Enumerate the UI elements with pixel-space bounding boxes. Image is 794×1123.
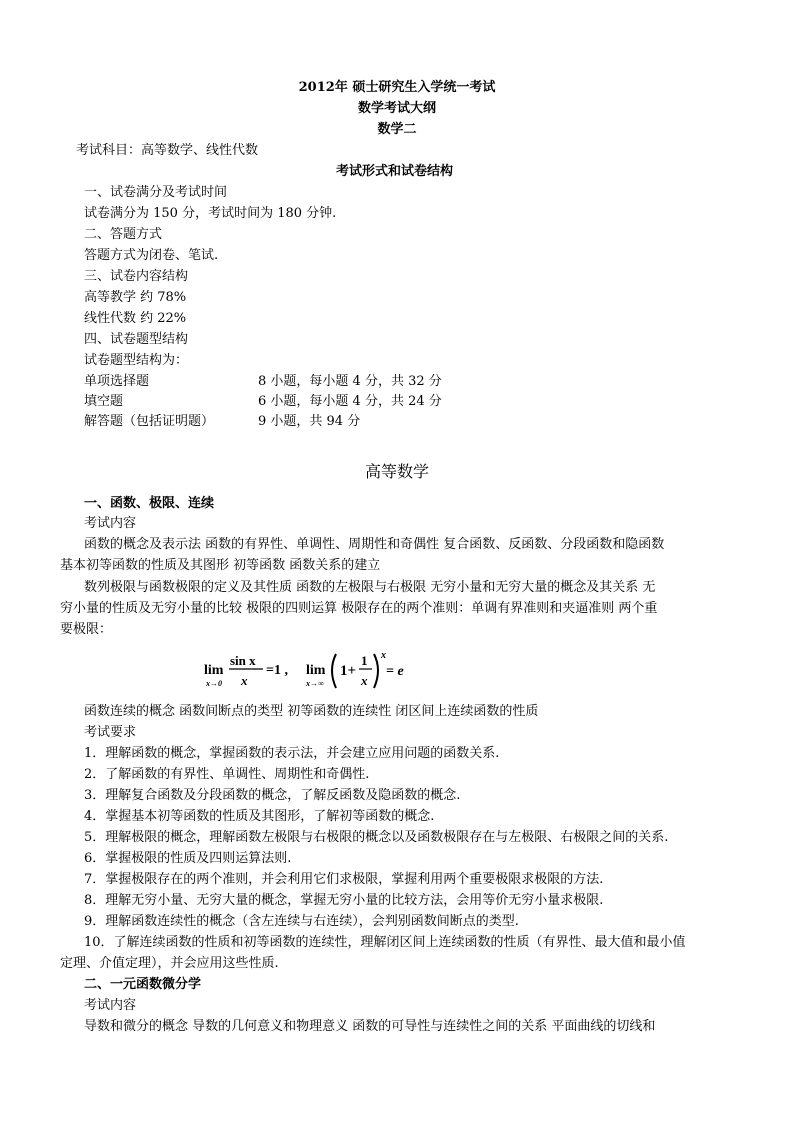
content-paragraph: 导数和微分的概念 导数的几何意义和物理意义 函数的可导性与连续性之间的关系 平面曲线的切线和 [84,1019,656,1034]
content-paragraph: 函数的概念及表示法 函数的有界性、单调性、周期性和奇偶性 复合函数、反函数、分段函数和隐函数 [84,537,665,552]
doc-title-math-two: 数学二 [377,122,417,137]
eq-2: = e [386,664,404,679]
section-heading-advanced-math: 高等数学 [364,462,429,481]
frac-1-num: sin x [230,653,256,668]
frac-2-den: x [361,673,368,688]
question-type: 解答题（包括证明题） [84,414,215,429]
section-2-title: 二、答题方式 [84,227,163,242]
requirement-item: 8．理解无穷小量、无穷大量的概念，掌握无穷小量的比较方法，会用等价无穷小量求极限. [84,893,604,908]
content-paragraph: 要极限： [60,622,113,637]
frac-1-den: x [241,673,248,688]
section-3-title: 三、试卷内容结构 [84,269,189,284]
requirement-item: 1．理解函数的概念，掌握函数的表示法，并会建立应用问题的函数关系. [84,746,500,761]
section-3-linear-algebra: 线性代数 约 22% [84,311,187,326]
content-paragraph: 函数连续的概念 函数间断点的类型 初等函数的连续性 闭区间上连续函数的性质 [84,704,539,719]
doc-title-year: 2012年 硕士研究生入学统一考试 [298,80,496,95]
requirement-item: 5．理解极限的概念，理解函数左极限与右极限的概念以及函数极限存在与左极限、右极限之间的关系. [84,830,669,845]
chapter-2-title: 二、一元函数微分学 [84,977,202,992]
eq-1: =1 , [266,663,288,678]
one-plus: 1+ [340,663,357,679]
section-1-title: 一、试卷满分及考试时间 [84,185,228,200]
exponent: x [381,650,386,661]
question-type-desc: 8 小题，每小题 4 分，共 32 分 [258,374,442,389]
question-type: 单项选择题 [84,374,150,389]
section-4-intro: 试卷题型结构为： [84,353,189,368]
question-type-desc: 9 小题，共 94 分 [258,414,361,429]
requirement-item: 6．掌握极限的性质及四则运算法则. [84,851,292,866]
section-4-title: 四、试卷题型结构 [84,332,189,347]
frac-2-num: 1 [361,653,368,668]
requirement-item: 7．掌握极限存在的两个准则，并会利用它们求极限，掌握利用两个重要极限求极限的方法. [84,872,604,887]
content-paragraph: 基本初等函数的性质及其图形 初等函数 函数关系的建立 [60,558,381,573]
lim-2-sub: x→∞ [306,679,324,688]
doc-title-syllabus: 数学考试大纲 [357,101,436,116]
requirement-item: 10．了解连续函数的性质和初等函数的连续性，理解闭区间上连续函数的性质（有界性、最大值和最小值 [84,935,686,950]
paren-left [332,654,336,688]
requirements-label: 考试要求 [84,725,137,740]
lim-1: lim [204,663,224,678]
question-type-desc: 6 小题，每小题 4 分，共 24 分 [258,394,442,409]
chapter-1-content-label: 考试内容 [84,516,137,531]
lim-2: lim [306,663,326,678]
chapter-2-content-label: 考试内容 [84,998,137,1013]
content-paragraph: 穷小量的性质及无穷小量的比较 极限的四则运算 极限存在的两个准则：单调有界准则和夹逼准则 两个重 [60,601,658,616]
paren-right [374,654,378,688]
content-paragraph: 数列极限与函数极限的定义及其性质 函数的左极限与右极限 无穷小量和无穷大量的概念及其关系 无 [84,580,656,595]
important-limits-formula [200,650,420,690]
exam-subjects: 考试科目：高等数学、线性代数 [76,143,259,158]
requirement-item: 3．理解复合函数及分段函数的概念，了解反函数及隐函数的概念. [84,788,461,803]
requirement-item-cont: 定理、介值定理），并会应用这些性质. [60,956,279,971]
requirement-item: 4．掌握基本初等函数的性质及其图形，了解初等函数的概念. [84,809,435,824]
requirement-item: 2．了解函数的有界性、单调性、周期性和奇偶性. [84,767,370,782]
lim-1-sub: x→0 [206,679,222,688]
requirement-item: 9．理解函数连续性的概念（含左连续与右连续），会判别函数间断点的类型. [84,914,519,929]
section-1-text: 试卷满分为 150 分，考试时间为 180 分钟. [84,206,337,221]
exam-structure-title: 考试形式和试卷结构 [336,164,454,179]
question-type: 填空题 [84,394,124,409]
chapter-1-title: 一、函数、极限、连续 [84,496,215,511]
section-3-advanced-math: 高等教学 约 78% [84,290,187,305]
section-2-text: 答题方式为闭卷、笔试. [84,248,219,263]
